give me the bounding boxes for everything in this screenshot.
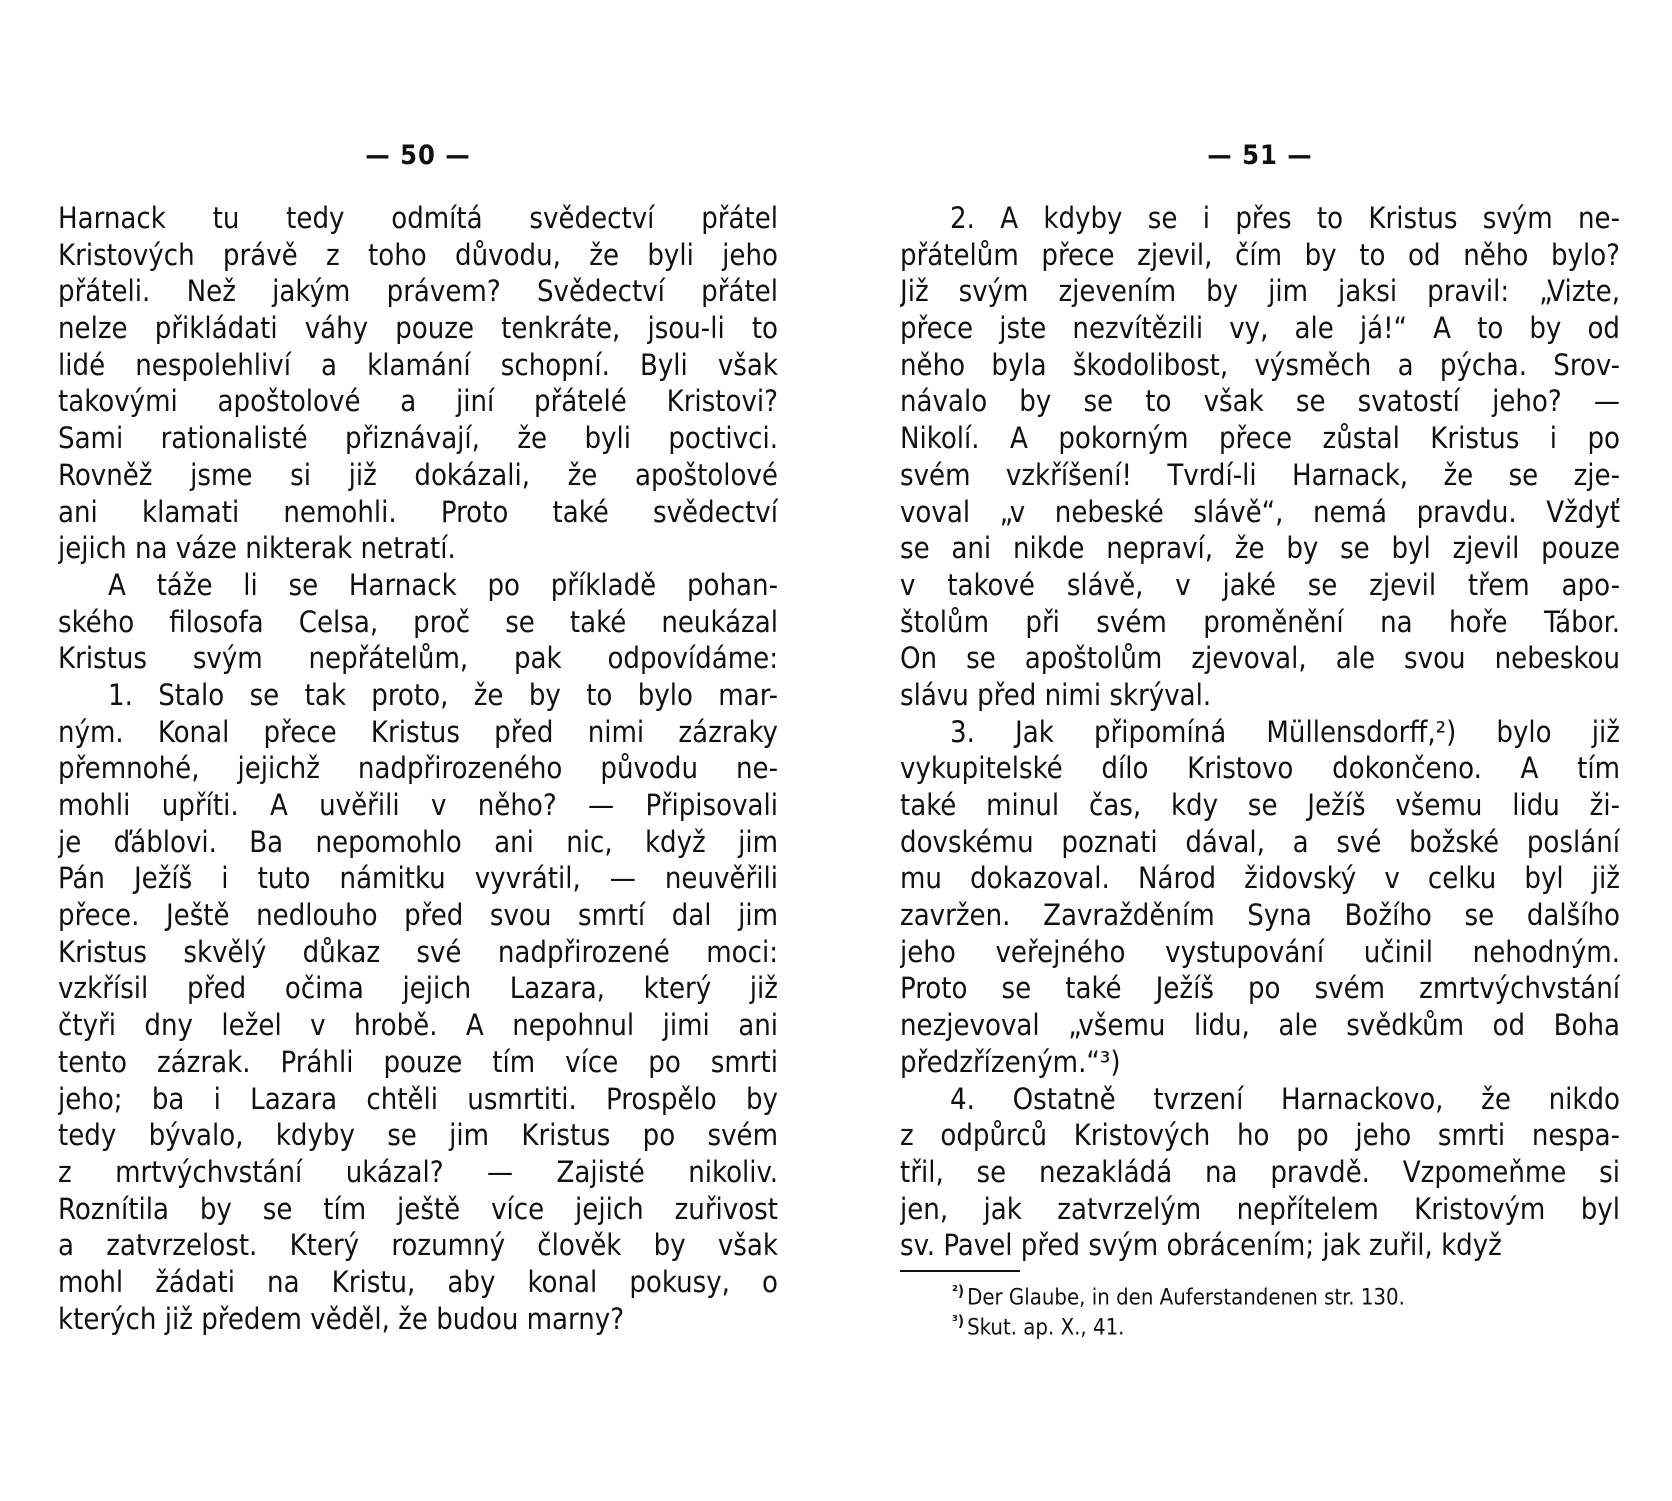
text-block: [900, 200, 1620, 1264]
text-line: přátelům přece zjevil, čím by to od něho bylo?: [900, 237, 1620, 272]
text-line: Pán Ježíš i tuto námitku vyvrátil, — neuvěřili: [58, 861, 778, 896]
text-line: slávu před nimi skrýval.: [900, 677, 1212, 712]
text-line: jeho veřejného vystupování učinil nehodným.: [900, 934, 1620, 969]
text-line: Kristus svým nepřátelům, pak odpovídáme:: [58, 641, 778, 676]
text-line: je ďáblovi. Ba nepomohlo ani nic, když jim: [58, 824, 778, 859]
text-line: mohli upříti. A uvěřili v něho? — Připisovali: [58, 788, 778, 822]
text-line: předzřízeným.“³): [900, 1044, 1121, 1079]
text-line: nezjevoval „všemu lidu, ale svědkům od Boha: [900, 1008, 1620, 1043]
left-page: [58, 0, 778, 1337]
text-line: A táže li se Harnack po příkladě pohan-: [108, 567, 778, 602]
text-line: nelze přikládati váhy pouze tenkráte, jsou-li to: [58, 311, 778, 346]
text-line: Nikolí. A pokorným přece zůstal Kristus i po: [900, 421, 1620, 456]
text-line: svém vzkříšení! Tvrdí-li Harnack, že se zje-: [900, 457, 1620, 492]
text-line: 1. Stalo se tak proto, že by to bylo mar-: [108, 677, 778, 712]
footnote-divider: [900, 1270, 1020, 1272]
text-line: 4. Ostatně tvrzení Harnackovo, že nikdo: [950, 1081, 1620, 1116]
text-line: z odpůrců Kristových ho po jeho smrti nespa-: [900, 1118, 1620, 1153]
footnote: [900, 1306, 1620, 1341]
text-line: Roznítila by se tím ještě více jejich zuřivost: [58, 1191, 778, 1226]
text-line: vzkřísil před očima jejich Lazara, který již: [58, 971, 778, 1006]
text-line: Proto se také Ježíš po svém zmrtvýchvstání: [900, 971, 1620, 1006]
right-page: [900, 0, 1620, 1341]
text-line: tento zázrak. Práhli pouze tím více po smrti: [58, 1044, 778, 1079]
footnote-text: Skut. ap. X., 41.: [967, 1315, 1125, 1341]
text-line: přemnohé, jejichž nadpřirozeného původu ne-: [58, 751, 778, 786]
text-line: takovými apoštolové a jiní přátelé Kristovi?: [58, 384, 778, 419]
text-line: Kristových právě z toho důvodu, že byli jeho: [58, 237, 778, 272]
text-line: také minul čas, kdy se Ježíš všemu lidu ži-: [900, 788, 1620, 822]
text-line: 3. Jak připomíná Müllensdorff,²) bylo již: [950, 714, 1620, 749]
text-line: přáteli. Než jakým právem? Svědectví přátel: [58, 274, 778, 309]
text-line: ani klamati nemohli. Proto také svědectví: [58, 494, 778, 529]
page-number: — 50 —: [365, 140, 471, 171]
text-line: třil, se nezakládá na pravdě. Vzpomeňme si: [900, 1154, 1620, 1189]
text-line: přece. Ještě nedlouho před svou smrtí dal jim: [58, 898, 778, 933]
text-line: ným. Konal přece Kristus před nimi zázraky: [58, 714, 778, 749]
text-line: se ani nikde nepraví, že by se byl zjevil pouze: [900, 531, 1620, 566]
text-line: mu dokazoval. Národ židovský v celku byl již: [900, 861, 1620, 896]
text-line: On se apoštolům zjevoval, ale svou nebeskou: [900, 641, 1620, 676]
text-line: Sami rationalisté přiznávají, že byli poctivci.: [58, 421, 778, 456]
text-line: sv. Pavel před svým obrácením; jak zuřil, když: [900, 1228, 1502, 1263]
text-line: vykupitelské dílo Kristovo dokončeno. A tím: [900, 751, 1620, 786]
text-line: 2. A kdyby se i přes to Kristus svým ne-: [950, 201, 1620, 235]
text-line: Kristus skvělý důkaz své nadpřirozené moci:: [58, 934, 778, 969]
text-line: lidé nespolehliví a klamání schopní. Byli však: [58, 347, 778, 382]
text-line: Harnack tu tedy odmítá svědectví přátel: [58, 201, 778, 235]
footnote-mark: ²): [952, 1281, 965, 1300]
text-line: Rovněž jsme si již dokázali, že apoštolové: [58, 457, 778, 492]
text-line: mohl žádati na Kristu, aby konal pokusy, o: [58, 1264, 778, 1299]
footnote-mark: ³): [952, 1311, 965, 1330]
text-line: v takové slávě, v jaké se zjevil třem apo-: [900, 567, 1620, 602]
text-line: čtyři dny ležel v hrobě. A nepohnul jimi ani: [58, 1008, 778, 1043]
text-line: kterých již předem věděl, že budou marny?: [58, 1301, 625, 1336]
text-line: zavržen. Zavražděním Syna Božího se dalšího: [900, 898, 1620, 933]
text-line: něho byla škodolibost, výsměch a pýcha. Srov-: [900, 347, 1620, 382]
footnote: [900, 1276, 1620, 1311]
text-line: tedy bývalo, kdyby se jim Kristus po svém: [58, 1118, 778, 1153]
footnote-text: Der Glaube, in den Auferstandenen str. 130.: [967, 1285, 1405, 1311]
text-line: dovskému poznati dával, a své božské poslání: [900, 824, 1620, 859]
text-line: jen, jak zatvrzelým nepřítelem Kristovým byl: [900, 1191, 1620, 1226]
text-line: návalo by se to však se svatostí jeho? —: [900, 384, 1620, 419]
text-line: Již svým zjevením by jim jaksi pravil: „Vizte,: [900, 274, 1620, 309]
text-line: jejich na váze nikterak netratí.: [58, 531, 456, 566]
text-line: voval „v nebeské slávě“, nemá pravdu. Vždyť: [900, 494, 1620, 529]
text-line: ského filosofa Celsa, proč se také neukázal: [58, 604, 778, 639]
text-line: přece jste nezvítězili vy, ale já!“ A to by od: [900, 311, 1620, 346]
text-line: jeho; ba i Lazara chtěli usmrtiti. Prospělo by: [58, 1081, 778, 1116]
text-line: z mrtvýchvstání ukázal? — Zajisté nikoliv.: [58, 1154, 778, 1189]
text-block: [58, 200, 778, 1337]
text-line: štolům při svém proměnění na hoře Tábor.: [900, 604, 1620, 639]
text-line: a zatvrzelost. Který rozumný člověk by však: [58, 1228, 778, 1263]
page-number: — 51 —: [1207, 140, 1313, 171]
footnotes: [900, 1276, 1620, 1341]
